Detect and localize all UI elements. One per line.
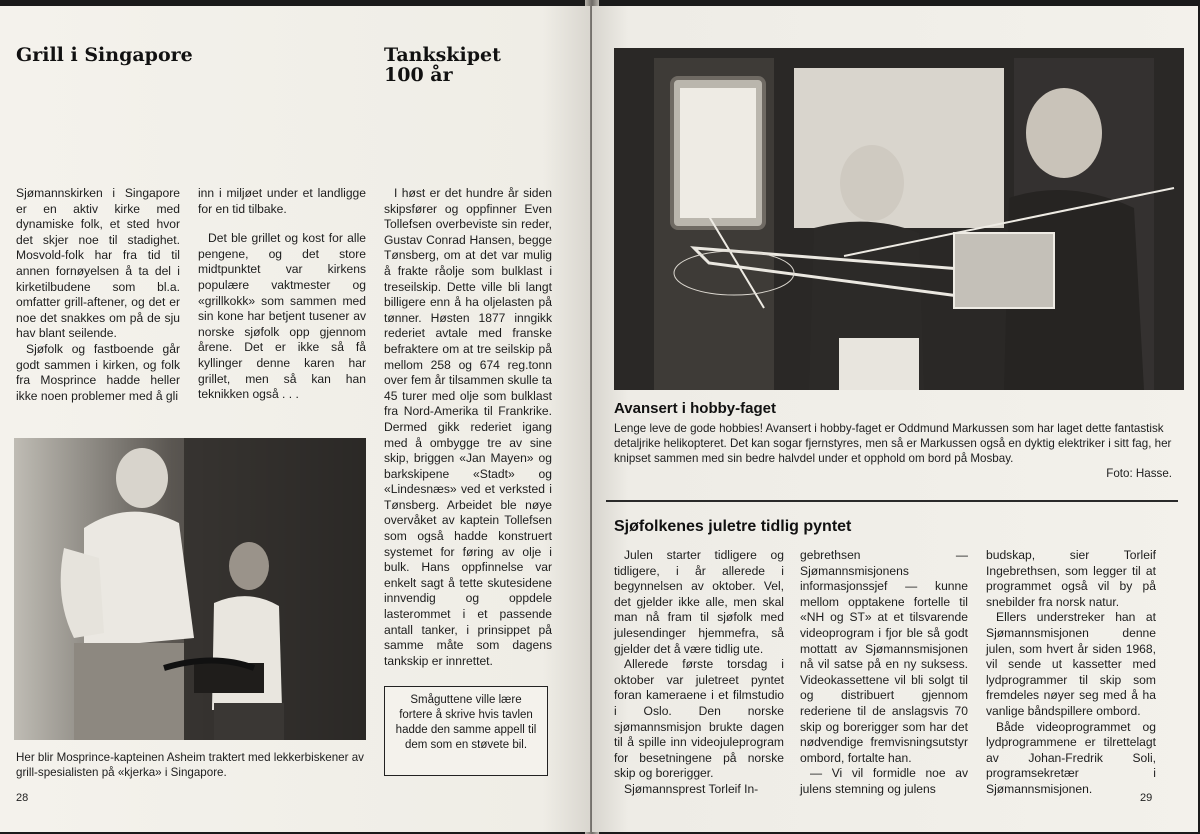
- right-page: [592, 6, 1198, 832]
- left-page: [0, 6, 590, 832]
- quote-text: Småguttene ville lære fortere å skrive hvis tavlen hadde den samme appell til dem som en støvete bil.: [395, 694, 537, 751]
- photo-heading: Avansert i hobby-faget: [614, 400, 776, 417]
- hobby-photo: [614, 48, 1184, 390]
- paragraph: — Vi vil formidle noe av julens stemning og julens: [800, 766, 968, 796]
- paragraph: Julen starter tidligere og tidligere, i år allerede i begynnelsen av oktober. Vel, det gjelder ikke alle, men skal man nå fram til sjøfolk med julesendinger hjemmefra, så gjelder det å være tidlig ute.: [614, 548, 784, 656]
- grill-photo: [14, 438, 366, 740]
- grill-photo-image: [14, 438, 366, 740]
- paragraph: budskap, sier Torleif Ingebrethsen, som legger til at programmet også vil by på snebilder fra norsk natur.: [986, 548, 1156, 609]
- hobby-caption-text: Lenge leve de gode hobbies! Avansert i hobby-faget er Oddmund Markussen som har laget dette fantastisk detaljrike helikopteret. Det kan sogar fjernstyres, men så er Markussen også en dyktig elektriker i sitt fag, her knipset sammen med sin bedre halvdel under et opphold om bord på Mosbay.: [614, 422, 1172, 465]
- grill-column-1: [16, 186, 180, 404]
- quote-box: [384, 686, 548, 776]
- grill-photo-caption: Her blir Mosprince-kapteinen Asheim traktert med lekkerbiskener av grill-spesialisten på «kjerka» i Singapore.: [16, 751, 364, 779]
- page-number-right: 29: [1140, 792, 1153, 804]
- paragraph: Sjømannsprest Torleif In-: [624, 781, 759, 796]
- photo-credit: Foto: Hasse.: [1106, 467, 1172, 480]
- paragraph: inn i miljøet under et landligge for en tid tilbake.: [198, 186, 366, 216]
- article-title: Sjøfolkenes juletre tidlig pyntet: [614, 518, 852, 535]
- section-divider: [606, 500, 1178, 502]
- page-number-left: 28: [16, 792, 29, 804]
- paragraph: Allerede første torsdag i oktober var juletreet pyntet foran kameraene i et filmstudio i Oslo. Den norske sjømannsmisjon brukte dagen til å spille inn videojuleprogram for besetningene på norske skip og borerigger.: [614, 657, 784, 781]
- hobby-photo-caption: [614, 422, 1174, 466]
- headline-tank: Tankskipet 100 år: [384, 44, 501, 86]
- hobby-photo-image: [614, 48, 1184, 390]
- paragraph: Ellers understreker han at Sjømannsmisjonen denne julen, som hvert år siden 1968, vil sende ut kassetter med lydprogrammer til skip som fremdeles nøyer seg med å ha vanlige båndspillere ombord.: [986, 610, 1156, 718]
- paragraph: Sjømannskirken i Singapore er en aktiv kirke med dynamiske folk, et sted hvor det skjer noe til stadighet. Mosvold-folk har fra tid til annen fornøyelsen å ta del i kirketilbudene som bl.a. omfatter grill-aftener, og det er noe det snakkes om på de sju hav blant seilende.: [16, 186, 180, 341]
- paragraph: Det ble grillet og kost for alle pengene, og det store midtpunktet var kirkens populære vaktmester og «grillkokk» som sammen med sin kone har betjent tusener av norske sjøfolk opp gjennom årene. Det er ikke så få kyllinger denne karen har grillet, men så kan han teknikken også . . .: [198, 231, 366, 402]
- paragraph: I høst er det hundre år siden skipsfører og oppfinner Even Tollefsen overbeviste sin reder, Gustav Conrad Hansen, begge Tønsberg, om at det var mulig å frakte råolje som bulklast i treseilskip. Dette ville bli langt billigere enn å ha oljelasten på tønner. Høsten 1877 inngikk rederiet avtale med franske befraktere om at tre seilskip på mellom 258 og 674 reg.tonn over fem år tilsammen skulle ta 45 turer med olje som bulklast fra Nord-Amerika til Frankrike. Dermed gikk rederiet igang med å ombygge tre av sine skip, briggen «Jan Mayen» og barkskipene «Stadt» og «Lindesnæs» ved et verksted i Tønsberg. Arbeidet ble nøye overvåket av kaptein Tollefsen som også hadde konstruert systemet for føring av olje i bulk. Hans oppfinnelse var enkelt sagt å tette skutesidene innvendig og oppdele lasterommet i et passende antall tanker, i prinsippet på samme måte som dagens tankskip er innrettet.: [384, 186, 552, 668]
- juletre-column-2: [800, 548, 968, 798]
- paragraph: gebrethsen — Sjømannsmisjonens informasjonssjef — kunne mellom opptakene fortelle til «NH og ST» at et tilsvarende videoprogram i fjor ble så godt mottatt av Sjømannsmisjonen nå vil satse på en ny suksess. Videokassettene vil bli solgt til og distribuert gjennom rederiene til de anslagsvis 70 skip og borerigger som har det nødvendige fremvisningsutstyr ombord, fortalte han.: [800, 548, 968, 765]
- paragraph: Både videoprogrammet og lydprogrammene er tilrettelagt av Johan-Fredrik Soli, programsekretær i Sjømannsmisjonen.: [986, 719, 1156, 796]
- grill-column-2: [198, 186, 366, 403]
- juletre-column-1: [614, 548, 784, 798]
- juletre-column-3: [986, 548, 1156, 798]
- paragraph: Sjøfolk og fastboende går godt sammen i kirken, og folk fra Mosprince hadde heller ikke noen problemer med å gli: [16, 341, 180, 403]
- tank-column: [384, 186, 552, 669]
- headline-grill: Grill i Singapore: [16, 44, 193, 66]
